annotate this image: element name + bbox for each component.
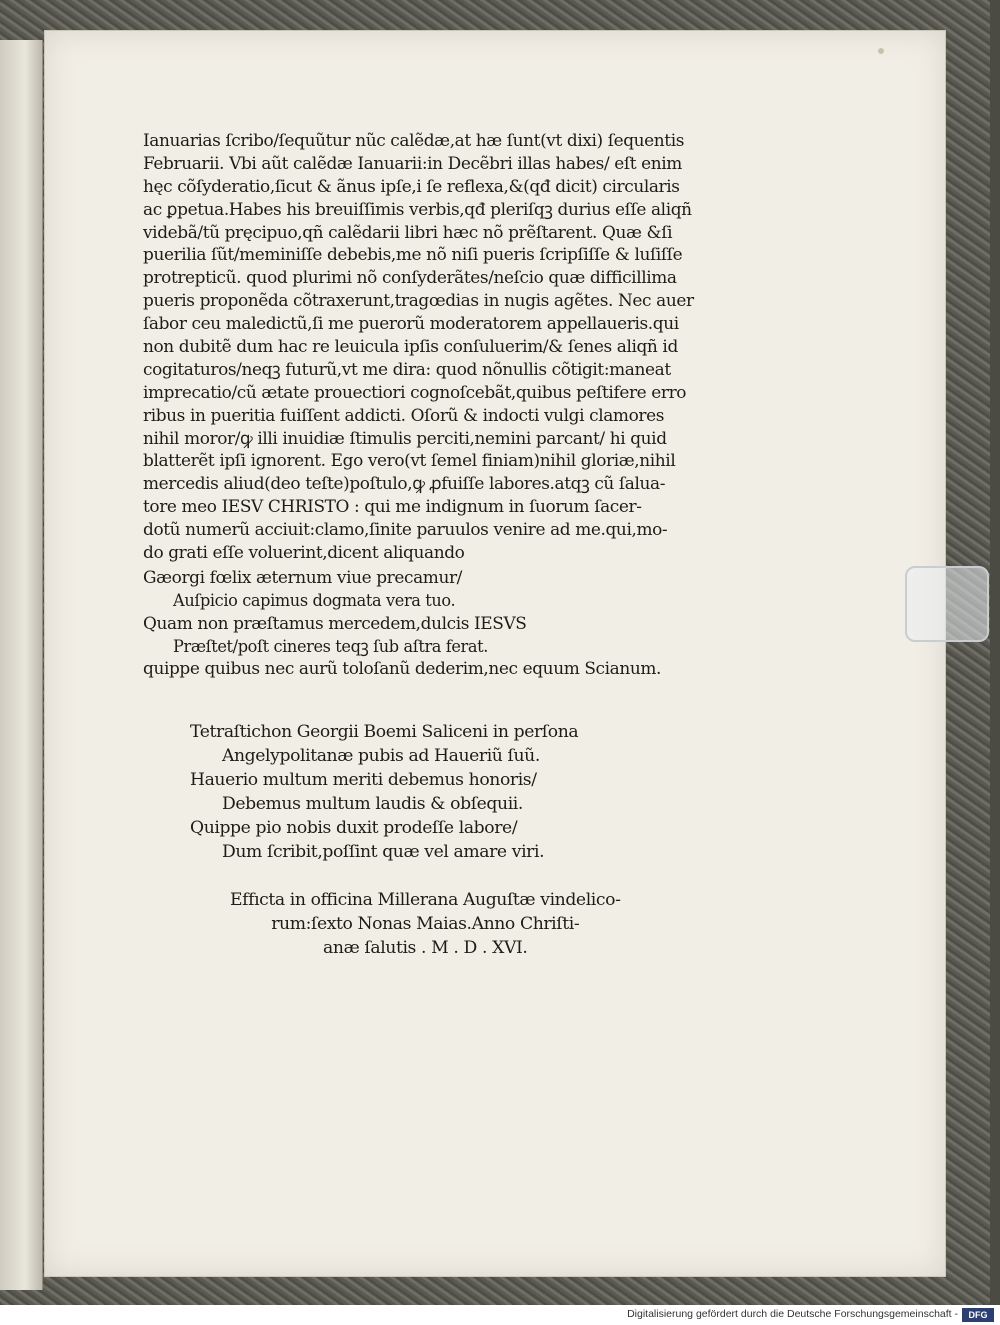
facing-page-edge — [0, 40, 43, 1290]
text-line: blatterẽt ipſi ignorent. Ego vero(vt ſemel finiam)nihil gloriæ,nihil — [143, 451, 676, 472]
colophon — [230, 888, 620, 960]
poem-line: Angelypolitanæ pubis ad Haueriũ ſuũ. — [222, 746, 540, 766]
text-line: imprecatio/cũ ætate prouectiori cognoſcebãt,quibus peſtifere erro — [143, 382, 687, 403]
tetrastichon — [190, 720, 578, 864]
footer-bar — [0, 1305, 1000, 1325]
main-text — [143, 130, 803, 681]
page-stain — [878, 48, 884, 54]
text-line: non dubitẽ dum hac re leuicula ipſis conſuluerim/& ſenes aliqñ id — [143, 337, 678, 358]
poem-line: Quippe pio nobis duxit prodeſſe labore/ — [190, 818, 518, 838]
text-line: ribus in pueritia fuiſſent addicti. Oſorũ & indocti vulgi clamores — [143, 405, 664, 426]
text-line: videbã/tũ pręcipuo,qñ calẽdarii libri hæc nõ prẽſtarent. Quæ &ſi — [143, 222, 673, 243]
footer-credit: Digitalisierung gefördert durch die Deutsche Forschungsgemeinschaft - — [627, 1308, 958, 1320]
verse-line: Auſpicio capimus dogmata vera tuo. — [173, 590, 456, 611]
text-line: ſabor ceu maledictũ,ſi me puerorũ moderatorem appellaueris.qui — [143, 314, 679, 335]
text-line: puerilia ſũt/meminiſſe debebis,me nõ niſi pueris ſcripſiſſe & luſiſſe — [143, 245, 683, 266]
text-line: Ianuarias ſcribo/ſequũtur nũc calẽdæ,at hæ ſunt(vt dixi) ſequentis — [143, 131, 685, 151]
poem-line: Dum ſcribit,poſſint quæ vel amare viri. — [222, 842, 545, 862]
text-line: hęc cõſyderatio,ſicut & ãnus ipſe,i ſe reflexa,&(qđ dicit) circularis — [143, 176, 680, 197]
text-line: dotũ numerũ acciuit:clamo,ſinite paruulos venire ad me.qui,mo- — [143, 520, 668, 541]
text-line: nihil moror/ꝙ illi inuidiæ ſtimulis perciti,nemini parcant/ hi quid — [143, 428, 667, 449]
text-line: mercedis aliud(deo teſte)poſtulo,ꝙ ꝓfuiſſe labores.atqꝫ cũ ſalua- — [143, 474, 666, 495]
colophon-line: Effıcta in officina Millerana Auguſtæ vindelico- — [230, 890, 621, 910]
text-line: do grati eſſe voluerint,dicent aliquando — [143, 543, 465, 564]
verse-line: Præſtet/poſt cineres teqꝫ ſub aſtra ferat. — [173, 636, 489, 657]
text-line: tore meo IESV CHRISTO : qui me indignum in ſuorum ſacer- — [143, 497, 642, 518]
dfg-logo-icon: DFG — [962, 1308, 994, 1322]
poem-line: Debemus multum laudis & obſequii. — [222, 794, 523, 814]
text-line: ac ꝑpetua.Habes his breuiſſimis verbis,qđ pleriſqꝫ durius eſſe aliqñ — [143, 199, 692, 220]
page-clip — [905, 566, 989, 642]
text-line: Februarii. Vbi aũt calẽdæ Ianuarii:in Decẽbri illas habes/ eſt enim — [143, 153, 682, 174]
verse-line: Gæorgi fœlix æternum viue precamur/ — [143, 567, 462, 588]
text-line: protrepticũ. quod plurimi nõ conſyderãtes/neſcio quæ difficillima — [143, 268, 677, 289]
text-line: pueris proponẽda cõtraxerunt,tragœdias in nugis agẽtes. Nec auer — [143, 291, 694, 312]
poem-line: Hauerio multum meriti debemus honoris/ — [190, 770, 537, 790]
text-line: cogitaturos/neqꝫ futurũ,vt me dira: quod nõnullis cõtigit:maneat — [143, 359, 671, 380]
verse-line: Quam non præſtamus mercedem,dulcis IESVS — [143, 613, 527, 634]
colophon-line: anæ ſalutis . M . D . XVI. — [323, 938, 528, 958]
verse-line: quippe quibus nec aurũ toloſanũ dederim,nec equum Scianum. — [143, 659, 662, 680]
colophon-line: rum:ſexto Nonas Maias.Anno Chriſti- — [271, 914, 580, 934]
poem-line: Tetraſtichon Georgii Boemi Saliceni in perſona — [190, 722, 579, 742]
